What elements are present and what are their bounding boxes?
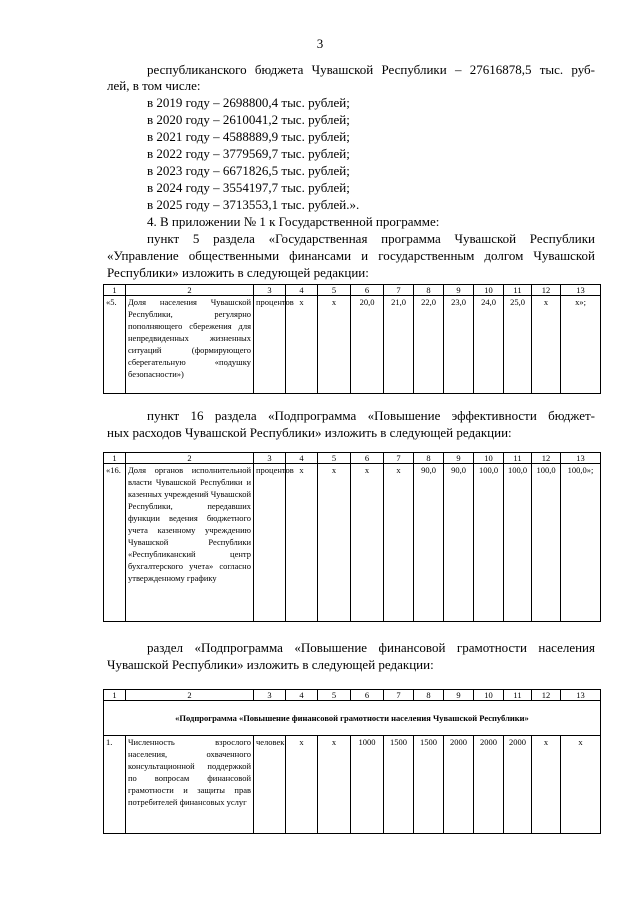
value-cell: х: [318, 464, 351, 622]
value-cell: 90,0: [444, 464, 474, 622]
value-cell: 23,0: [444, 296, 474, 394]
value-cell: 100,0: [504, 464, 532, 622]
header-cell: 13: [561, 285, 601, 296]
header-cell: 4: [286, 453, 318, 464]
header-cell: 7: [384, 453, 414, 464]
header-cell: 8: [414, 453, 444, 464]
value-cell: 21,0: [384, 296, 414, 394]
value-cell: х: [532, 736, 561, 834]
header-cell: 11: [504, 690, 532, 701]
value-cell: 25,0: [504, 296, 532, 394]
header-cell: 6: [351, 453, 384, 464]
value-cell: 2000: [444, 736, 474, 834]
indicator-description: Численность взрослого населения, охваченного консультационной поддержкой по вопросам финансовой грамотности и защиты прав потребителей финансовых услуг: [126, 736, 254, 834]
indicator-description: Доля населения Чувашской Республики, регулярно пополняющего сбережения для непредвиденных жизненных ситуаций (формирующего сберегательную «подушку безопасности»): [126, 296, 254, 394]
value-cell: х: [384, 464, 414, 622]
row-number: 1.: [104, 736, 126, 834]
subprogram-title: «Подпрограмма «Повышение финансовой грамотности населения Чувашской Республики»: [104, 701, 601, 736]
year-line-2025: в 2025 году – 3713553,1 тыс. рублей.».: [147, 197, 360, 212]
header-cell: 12: [532, 285, 561, 296]
unit-cell: процентов: [254, 464, 286, 622]
indicator-table-3: [103, 689, 601, 834]
header-cell: 3: [254, 453, 286, 464]
header-cell: 7: [384, 690, 414, 701]
header-cell: 9: [444, 453, 474, 464]
value-cell: х: [286, 736, 318, 834]
header-cell: 11: [504, 285, 532, 296]
header-cell: 10: [474, 285, 504, 296]
value-cell: 20,0: [351, 296, 384, 394]
header-cell: 2: [126, 285, 254, 296]
table-row: [104, 296, 601, 394]
header-cell: 1: [104, 285, 126, 296]
year-line-2024: в 2024 году – 3554197,7 тыс. рублей;: [147, 180, 350, 195]
header-cell: 10: [474, 690, 504, 701]
table-row: [104, 736, 601, 834]
value-cell: х: [318, 736, 351, 834]
year-line-2023: в 2023 году – 6671826,5 тыс. рублей;: [147, 163, 350, 178]
row-number: «5.: [104, 296, 126, 394]
value-cell: 1500: [384, 736, 414, 834]
header-cell: 13: [561, 690, 601, 701]
value-cell: 100,0»;: [561, 464, 601, 622]
header-cell: 9: [444, 285, 474, 296]
unit-cell: процентов: [254, 296, 286, 394]
value-cell: 2000: [504, 736, 532, 834]
para1-line-3: Республики» изложить в следующей редакции:: [107, 265, 369, 280]
para1-line-2: «Управление общественными финансами и государственным долгом Чувашской: [107, 248, 595, 263]
value-cell: 22,0: [414, 296, 444, 394]
value-cell: х: [286, 296, 318, 394]
para3-line-1: раздел «Подпрограмма «Повышение финансовой грамотности населения: [147, 640, 595, 655]
header-cell: 4: [286, 690, 318, 701]
table-header-row: [104, 690, 601, 701]
header-cell: 3: [254, 690, 286, 701]
value-cell: 1500: [414, 736, 444, 834]
year-line-2020: в 2020 году – 2610041,2 тыс. рублей;: [147, 112, 350, 127]
para2-line-2: ных расходов Чувашской Республики» изложить в следующей редакции:: [107, 425, 512, 440]
table-header-row: [104, 453, 601, 464]
value-cell: 90,0: [414, 464, 444, 622]
item-4-heading: 4. В приложении № 1 к Государственной программе:: [147, 214, 440, 229]
value-cell: х: [561, 736, 601, 834]
year-line-2019: в 2019 году – 2698800,4 тыс. рублей;: [147, 95, 350, 110]
value-cell: х: [318, 296, 351, 394]
header-cell: 4: [286, 285, 318, 296]
unit-cell: человек: [254, 736, 286, 834]
value-cell: 100,0: [532, 464, 561, 622]
header-cell: 6: [351, 285, 384, 296]
header-cell: 13: [561, 453, 601, 464]
header-cell: 5: [318, 690, 351, 701]
subprogram-title-row: [104, 701, 601, 736]
value-cell: 24,0: [474, 296, 504, 394]
para3-line-2: Чувашской Республики» изложить в следующей редакции:: [107, 657, 434, 672]
header-cell: 6: [351, 690, 384, 701]
value-cell: х: [351, 464, 384, 622]
header-cell: 3: [254, 285, 286, 296]
indicator-table-1: [103, 284, 601, 394]
intro-line-1: республиканского бюджета Чувашской Республики – 27616878,5 тыс. руб-: [147, 62, 595, 77]
header-cell: 11: [504, 453, 532, 464]
indicator-description: Доля органов исполнительной власти Чувашской Республики и казенных учреждений Чувашской Республики, передавших функции ведения бюджетного учета казенному учреждению Чувашской Республики «Республиканский центр бухгалтерского учета» согласно утвержденному графику: [126, 464, 254, 622]
value-cell: х»;: [561, 296, 601, 394]
intro-line-2: лей, в том числе:: [107, 78, 201, 93]
value-cell: 100,0: [474, 464, 504, 622]
indicator-table-2: [103, 452, 601, 622]
header-cell: 12: [532, 690, 561, 701]
header-cell: 2: [126, 690, 254, 701]
header-cell: 5: [318, 453, 351, 464]
header-cell: 2: [126, 453, 254, 464]
table-row: [104, 464, 601, 622]
header-cell: 9: [444, 690, 474, 701]
header-cell: 1: [104, 453, 126, 464]
para1-line-1: пункт 5 раздела «Государственная программа Чувашской Республики: [147, 231, 595, 246]
header-cell: 10: [474, 453, 504, 464]
para2-line-1: пункт 16 раздела «Подпрограмма «Повышение эффективности бюджет-: [147, 408, 595, 423]
header-cell: 7: [384, 285, 414, 296]
header-cell: 5: [318, 285, 351, 296]
header-cell: 8: [414, 285, 444, 296]
header-cell: 1: [104, 690, 126, 701]
year-line-2022: в 2022 году – 3779569,7 тыс. рублей;: [147, 146, 350, 161]
year-line-2021: в 2021 году – 4588889,9 тыс. рублей;: [147, 129, 350, 144]
value-cell: 1000: [351, 736, 384, 834]
page-number: 3: [316, 36, 324, 51]
header-cell: 8: [414, 690, 444, 701]
value-cell: х: [532, 296, 561, 394]
row-number: «16.: [104, 464, 126, 622]
value-cell: х: [286, 464, 318, 622]
table-header-row: [104, 285, 601, 296]
value-cell: 2000: [474, 736, 504, 834]
header-cell: 12: [532, 453, 561, 464]
